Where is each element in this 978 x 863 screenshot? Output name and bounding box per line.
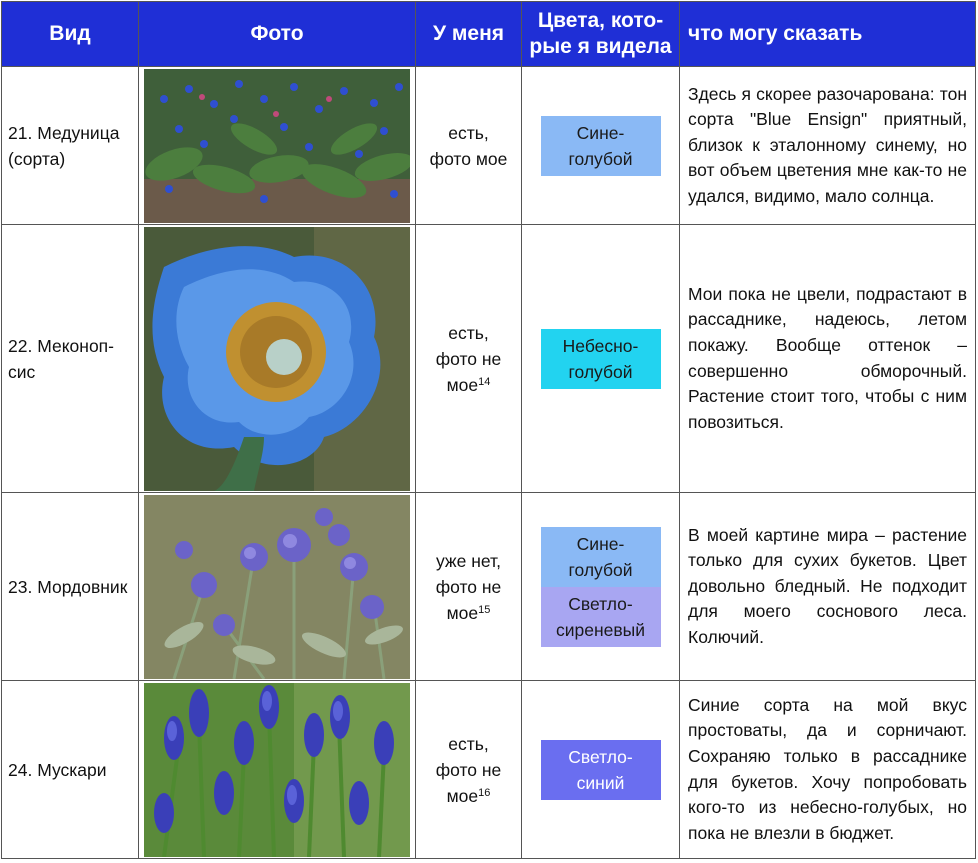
have-text-word: мое [446, 602, 479, 623]
have-cell [416, 493, 522, 681]
have-text-cont: фото мое [429, 148, 508, 169]
photo-cell [139, 681, 416, 859]
have-text: есть, [448, 322, 489, 343]
header-row [2, 2, 976, 67]
comment-cell: В моей картине мира – растение только для сухих букетов. Цвет довольно бледный. Не подходит для моего соснового леса. Колючий. [680, 493, 976, 681]
header-colors-line2: рые я видела [529, 35, 672, 58]
color-cell [522, 67, 680, 225]
species-name: 21. Медуница [8, 122, 120, 143]
species-cell [2, 493, 139, 681]
color-cell [522, 681, 680, 859]
footnote-ref: 16 [478, 786, 491, 799]
species-name-cont: сис [8, 361, 36, 382]
color-swatch [541, 116, 661, 176]
species-name: 22. Меконоп- [8, 335, 114, 356]
color-label-cont: голубой [568, 361, 633, 382]
color-label: Сине- [576, 122, 625, 143]
header-photo: Фото [139, 2, 416, 67]
color-label-cont: сиреневый [555, 619, 646, 640]
species-cell [2, 225, 139, 493]
footnote-ref: 14 [478, 375, 491, 388]
header-colors [522, 2, 680, 67]
color-swatch [541, 329, 661, 389]
color-label-cont: голубой [568, 148, 633, 169]
species-cell [2, 681, 139, 859]
have-text: есть, [448, 122, 489, 143]
have-text-cont: фото не [435, 759, 502, 780]
have-text-cont: фото не [435, 576, 502, 597]
color-cell [522, 493, 680, 681]
have-text-word: мое [446, 374, 479, 395]
color-label: Светло- [568, 593, 633, 614]
have-text: есть, [448, 733, 489, 754]
meconopsis-photo [144, 227, 410, 491]
table-row [2, 681, 976, 859]
header-species: Вид [2, 2, 139, 67]
species-name: 24. Мускари [8, 759, 107, 780]
table-row [2, 225, 976, 493]
have-cell [416, 67, 522, 225]
have-text-last [416, 600, 521, 626]
species-name: 23. Мордовник [8, 576, 128, 597]
have-text-cont: фото не [435, 348, 502, 369]
footnote-ref: 15 [478, 603, 491, 616]
color-swatch [541, 587, 661, 647]
species-name-cont: (сорта) [8, 148, 66, 169]
color-label: Светло- [568, 746, 633, 767]
have-text-last [416, 783, 521, 809]
comment-cell: Синие сорта на мой вкус простоваты, да и сорничают. Сохраняю только в рассаднике для букетов. Хочу попробовать кого-то из небесно-голубых, но пока не влезли в бюджет. [680, 681, 976, 859]
color-label-cont: голубой [568, 559, 633, 580]
color-label: Небесно- [562, 335, 639, 356]
header-comment: что могу сказать [680, 2, 976, 67]
color-swatch [541, 527, 661, 587]
header-have: У меня [416, 2, 522, 67]
photo-cell [139, 493, 416, 681]
have-text-last [416, 372, 521, 398]
have-text: уже нет, [435, 550, 501, 571]
table-row [2, 493, 976, 681]
have-text-word: мое [446, 785, 479, 806]
echinops-photo [144, 495, 410, 679]
header-colors-line1: Цвета, кото- [537, 9, 664, 32]
photo-cell [139, 67, 416, 225]
comment-cell: Мои пока не цвели, подрастают в рассаднике, надеюсь, летом покажу. Вообще оттенок – совершенно обморочный. Растение стоит того, чтобы с ним повозиться. [680, 225, 976, 493]
color-label-cont: синий [576, 772, 625, 793]
muscari-photo [144, 683, 410, 857]
photo-cell [139, 225, 416, 493]
species-cell [2, 67, 139, 225]
have-cell [416, 225, 522, 493]
lungwort-photo [144, 69, 410, 223]
color-swatch [541, 740, 661, 800]
table-row [2, 67, 976, 225]
color-label: Сине- [576, 533, 625, 554]
flower-table [1, 1, 976, 859]
comment-cell: Здесь я скорее разочарована: тон сорта "Blue Ensign" приятный, близок к эталонному синему, но вот объем цветения мне как-то не удался, видимо, мало солнца. [680, 67, 976, 225]
have-cell [416, 681, 522, 859]
color-cell [522, 225, 680, 493]
